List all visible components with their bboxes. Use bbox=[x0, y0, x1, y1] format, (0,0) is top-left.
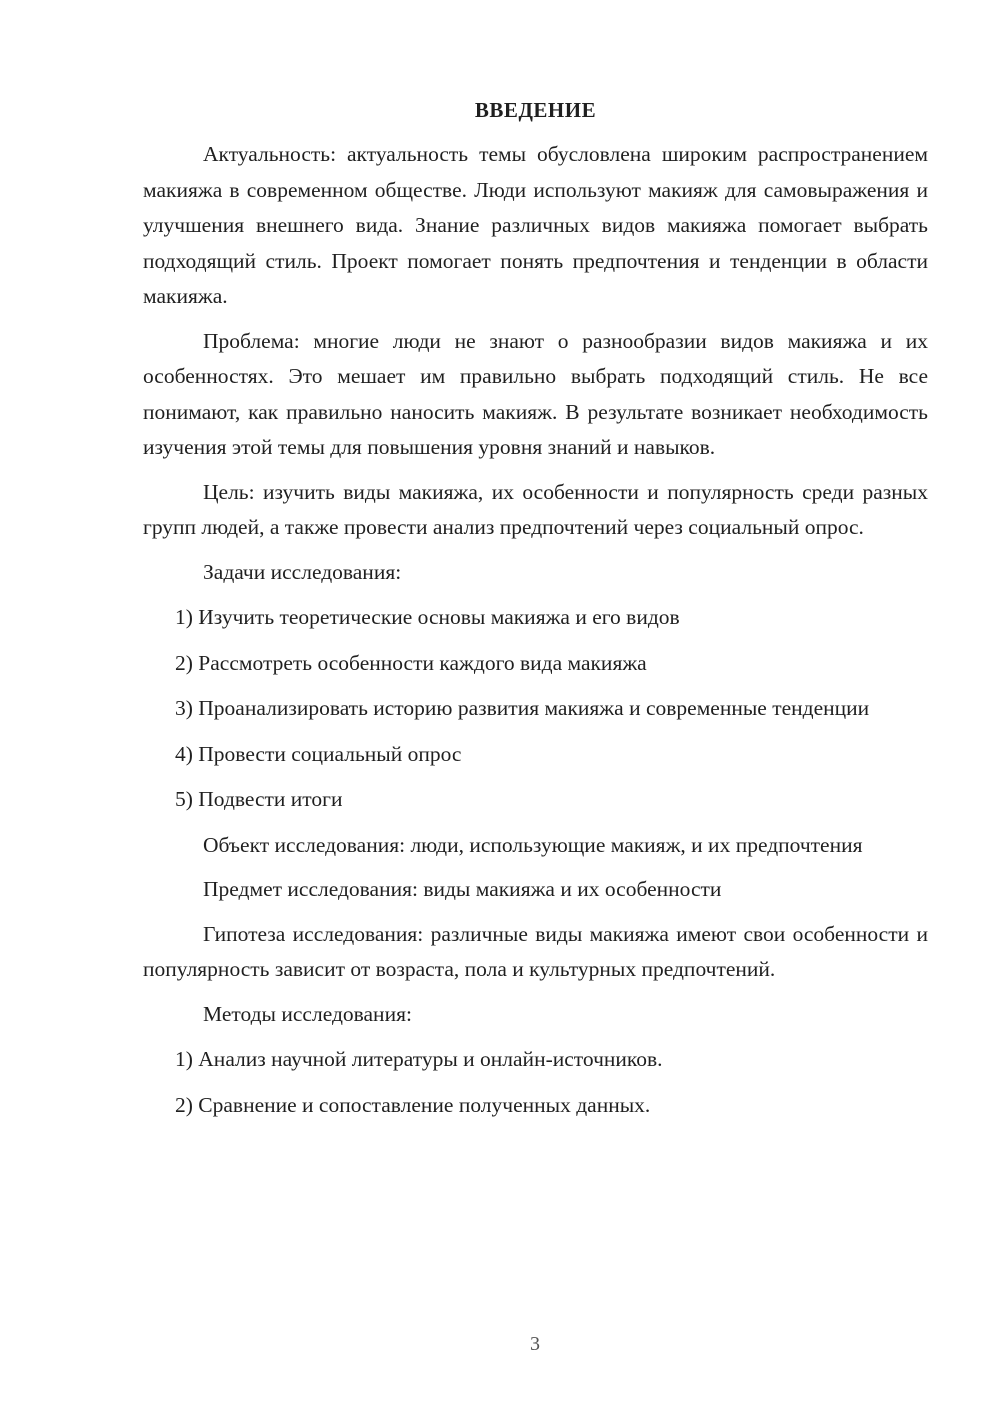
section-title: ВВЕДЕНИЕ bbox=[474, 98, 597, 122]
task-item: 4) Провести социальный опрос bbox=[175, 741, 462, 766]
relevance-paragraph: Актуальность: актуальность темы обусловлена широким распространением макияжа в современном обществе. Люди используют макияж для самовыражения и улучшения внешнего вида. Знание различных видов макияжа помогает выбрать подходящий стиль. Проект помогает понять предпочтения и тенденции в области макияжа. bbox=[143, 142, 928, 308]
task-item: 3) Проанализировать историю развития макияжа и современные тенденции bbox=[175, 696, 870, 720]
goal-paragraph: Цель: изучить виды макияжа, их особенности и популярность среди разных групп людей, а также провести анализ предпочтений через социальный опрос. bbox=[143, 479, 928, 539]
methods-heading: Методы исследования: bbox=[203, 1001, 412, 1026]
method-item: 2) Сравнение и сопоставление полученных данных. bbox=[175, 1092, 651, 1117]
object-paragraph: Объект исследования: люди, использующие макияж, и их предпочтения bbox=[203, 832, 863, 857]
task-item: 1) Изучить теоретические основы макияжа и его видов bbox=[175, 605, 680, 629]
page-number: 3 bbox=[530, 1333, 540, 1355]
method-item: 1) Анализ научной литературы и онлайн-источников. bbox=[175, 1047, 663, 1071]
hypothesis-paragraph: Гипотеза исследования: различные виды макияжа имеют свои особенности и популярность зависит от возраста, пола и культурных предпочтений. bbox=[143, 921, 928, 981]
problem-paragraph: Проблема: многие люди не знают о разнообразии видов макияжа и их особенностях. Это мешает им правильно выбрать подходящий стиль. Не все понимают, как правильно наносить макияж. В результате возникает необходимость изучения этой темы для повышения уровня знаний и навыков. bbox=[143, 328, 928, 459]
document-page bbox=[143, 94, 928, 1133]
task-item: 2) Рассмотреть особенности каждого вида макияжа bbox=[175, 650, 647, 675]
task-item: 5) Подвести итоги bbox=[175, 787, 343, 811]
subject-paragraph: Предмет исследования: виды макияжа и их особенности bbox=[203, 877, 722, 901]
tasks-heading: Задачи исследования: bbox=[203, 559, 402, 584]
